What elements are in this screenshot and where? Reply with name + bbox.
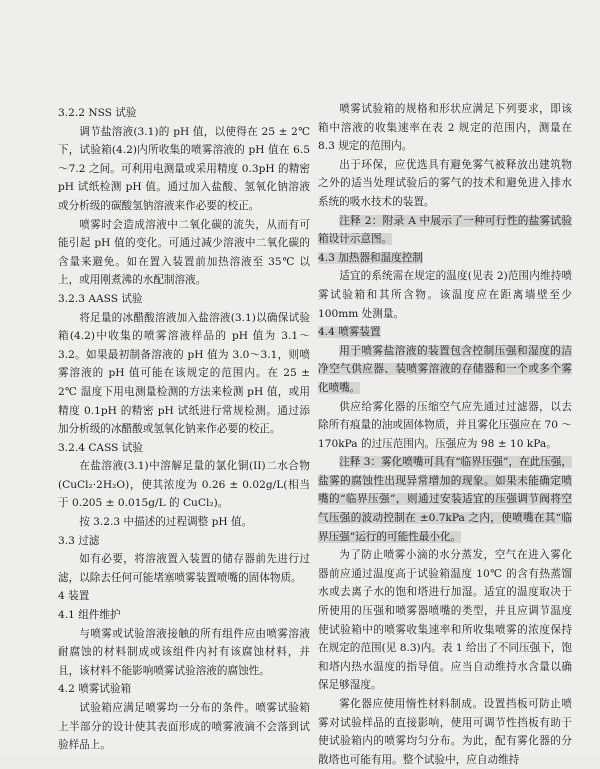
section-heading: 3.3 过滤 (58, 534, 100, 547)
paragraph: 为了防止喷雾小滴的水分蒸发，空气在进入雾化器前应通过温度高于试验箱温度 10℃ 的含有热蒸馏水或去离子水的饱和塔进行加湿。适宜的温度取决于所使用的压强和喷雾器喷嘴的类型，并且应调节温度使试验箱中的喷雾收集速率和所收集喷雾的浓度保持在规定的范围(见 8.3)内。表 1 给出了不同压强下，饱和塔内热水温度的指导值。应当自动维持水含量以确保足够湿度。 (318, 549, 572, 692)
left-column (58, 104, 310, 755)
right-column (318, 100, 572, 769)
paragraph (318, 453, 572, 546)
highlighted-text: 注释 3：雾化喷嘴可具有“临界压强”，在此压强，盐雾的腐蚀性出现异常增加的现象。如果未能确定喷嘴的“临界压强”，则通过安装适宜的压强调节阀将空气压强的波动控制在 ±0.7kPa 之内，使喷嘴在其“临界压强”运行的可能性最小化。 (318, 456, 572, 543)
paragraph (318, 212, 572, 249)
paragraph: 按 3.2.3 中描述的过程调整 pH 值。 (79, 516, 253, 529)
paragraph: 将足量的冰醋酸溶液加入盐溶液(3.1)以确保试验箱(4.2)中收集的喷雾溶液样品的 pH 值为 3.1～3.2。如果最初制备溶液的 pH 值为 3.0～3.1，则喷雾溶液的 pH 值可能在该规定的范围内。在 25 ± 2℃ 温度下用电测量检测的方法来检测 pH 值，或用精度 0.1pH 的精密 pH 试纸进行常规检测。通过添加分析级的冰醋酸或氢氧化钠来作必要的校正。 (58, 311, 310, 436)
section-heading: 3.2.4 CASS 试验 (58, 441, 143, 454)
paragraph: 在盐溶液(3.1)中溶解足量的氯化铜(II)二水合物(CuCl₂·2H₂O)，使其浓度为 0.26 ± 0.02g/L(相当于 0.205 ± 0.015g/L 的 CuCl₂)。 (58, 460, 310, 510)
highlighted-text: 用于喷雾盐溶液的装置包含控制压强和湿度的洁净空气供应器、装喷雾溶液的存储器和一个或多个雾化喷嘴。 (318, 344, 572, 394)
paragraph: 调节盐溶液(3.1)的 pH 值，以使得在 25 ± 2℃ 下，试验箱(4.2)内所收集的喷雾溶液的 pH 值在 6.5～7.2 之间。可利用电测量或采用精度 0.3pH 的精密 pH 试纸检测 pH 值。通过加入盐酸、氢氧化钠溶液或分析级的碳酸氢钠溶液来作必要的校正。 (58, 125, 310, 212)
highlighted-text: 4.4 喷雾装置 (318, 326, 381, 339)
paragraph: 雾化器应使用惰性材料制成。设置挡板可防止喷雾对试验样品的直接影响，使用可调节性挡板有助于使试验箱内的喷雾均匀分布。为此，配有雾化器的分散塔也可能有用。整个试验中，应自动维持 (318, 698, 572, 766)
highlighted-text: 注释 2：附录 A 中展示了一种可行性的盐雾试验箱设计示意图。 (318, 214, 572, 246)
paragraph: 试验箱应满足喷雾均一分布的条件。喷雾试验箱上半部分的设计使其表面形成的喷雾液滴不会落到试验样品上。 (58, 702, 310, 752)
section-heading (318, 249, 572, 268)
paragraph (318, 342, 572, 398)
section-heading: 3.2.3 AASS 试验 (58, 292, 143, 305)
paragraph: 如有必要，将溶液置入装置的储存器前先进行过滤，以除去任何可能堵塞喷雾装置喷嘴的固体物质。 (58, 553, 310, 584)
section-heading (318, 323, 572, 342)
section-heading: 4.1 组件维护 (58, 609, 121, 622)
paragraph: 喷雾试验箱的规格和形状应满足下列要求，即该箱中溶液的收集速率在表 2 规定的范围内，测量在 8.3 规定的范围内。 (318, 103, 572, 153)
section-heading: 3.2.2 NSS 试验 (58, 107, 137, 119)
highlighted-text: 4.3 加热器和温度控制 (318, 251, 423, 264)
section-heading: 4.2 喷雾试验箱 (58, 683, 132, 696)
paragraph: 适宜的系统需在规定的温度(见表 2)范围内维持喷雾试验箱和其所含物。该温度应在距离墙壁至少 100mm 处测量。 (318, 270, 572, 320)
paragraph: 供应给雾化器的压缩空气应先通过过滤器，以去除所有痕量的油或固体物质，并且雾化压强应在 70 ～170kPa 的过压范围内。压强应为 98 ± 10 kPa。 (318, 400, 572, 450)
paragraph: 与喷雾或试验溶液接触的所有组件应由喷雾溶液耐腐蚀的材料制成或该组件内衬有该腐蚀材料，并且，该材料不能影响喷雾试验溶液的腐蚀性。 (58, 627, 310, 677)
paragraph: 喷雾时会造成溶液中二氧化碳的流失，从而有可能引起 pH 值的变化。可通过减少溶液中二氧化碳的含量来避免。如在置入装置前加热溶液至 35℃ 以上，或用刚煮沸的水配制溶液。 (58, 218, 310, 287)
paragraph: 出于环保，应优选具有避免雾气被释放出建筑物之外的适当处理试验后的雾气的技术和避免进入排水系统的吸水技术的装置。 (318, 158, 572, 208)
section-heading: 4 装置 (58, 590, 90, 603)
